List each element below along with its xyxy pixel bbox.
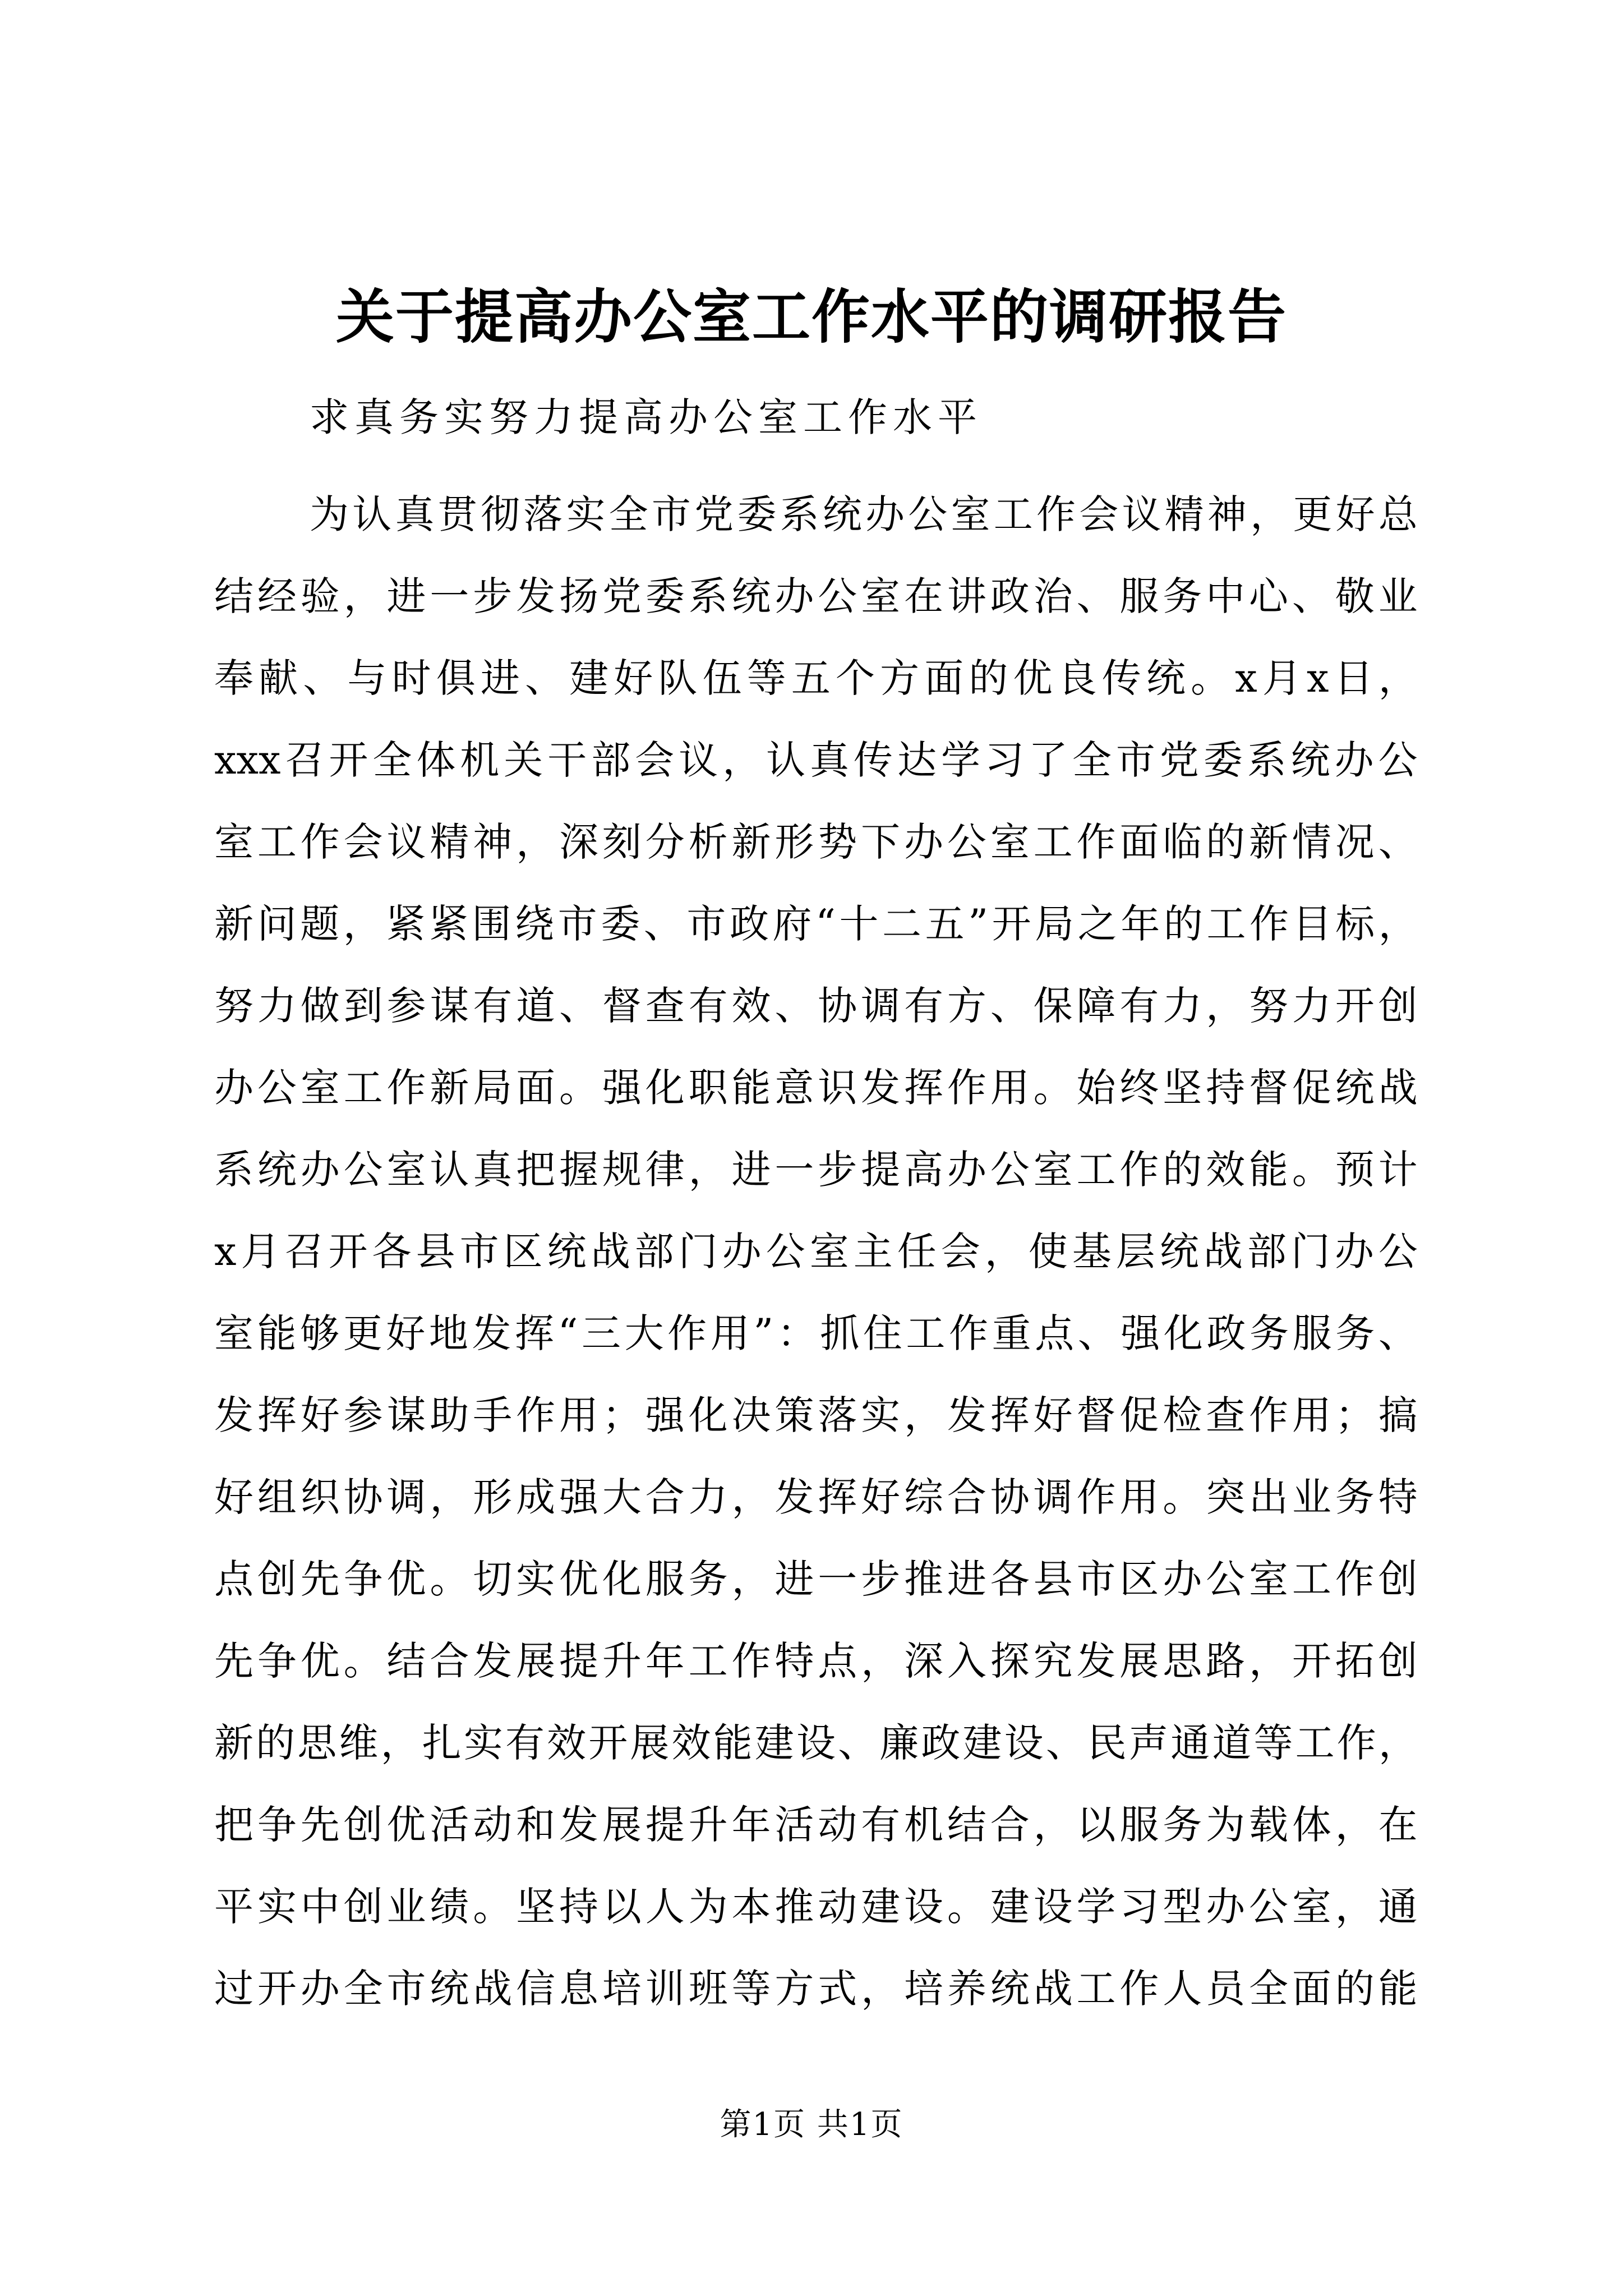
body-line: 奉 献 、 与 时 俱 进 、 建 好 队 伍 等 五 个 方 面 的 优 良 传 统 。 x 月 x 日 ， xyxy=(214,655,1418,701)
body-line: 发 挥 好 参 谋 助 手 作 用 ； 强 化 决 策 落 实 ， 发 挥 好 督 促 检 查 作 用 ； 搞 xyxy=(214,1392,1418,1438)
body-line: 点 创 先 争 优 。 切 实 优 化 服 务 ， 进 一 步 推 进 各 县 市 区 办 公 室 工 作 创 xyxy=(214,1556,1418,1602)
body-line: 把 争 先 创 优 活 动 和 发 展 提 升 年 活 动 有 机 结 合 ， 以 服 务 为 载 体 ， 在 xyxy=(214,1802,1418,1848)
document-subtitle: 求真务实努力提高办公室工作水平 xyxy=(310,394,983,440)
document-title: 关于提高办公室工作水平的调研报告 xyxy=(335,282,1287,351)
body-line: xxx 召 开 全 体 机 关 干 部 会 议 ， 认 真 传 达 学 习 了 全 市 党 委 系 统 办 公 xyxy=(214,737,1418,783)
body-line: 先 争 优 。 结 合 发 展 提 升 年 工 作 特 点 ， 深 入 探 究 发 展 思 路 ， 开 拓 创 xyxy=(214,1638,1418,1684)
body-line: 结 经 验 ， 进 一 步 发 扬 党 委 系 统 办 公 室 在 讲 政 治 、 服 务 中 心 、 敬 业 xyxy=(214,573,1418,619)
body-line: 好 组 织 协 调 ， 形 成 强 大 合 力 ， 发 挥 好 综 合 协 调 作 用 。 突 出 业 务 特 xyxy=(214,1474,1418,1520)
body-line: 过 开 办 全 市 统 战 信 息 培 训 班 等 方 式 ， 培 养 统 战 工 作 人 员 全 面 的 能 xyxy=(214,1966,1418,2012)
body-line: 室 能 够 更 好 地 发 挥 “ 三 大 作 用 ” ： 抓 住 工 作 重 点 、 强 化 政 务 服 务 、 xyxy=(214,1310,1418,1356)
body-line: 新 的 思 维 ， 扎 实 有 效 开 展 效 能 建 设 、 廉 政 建 设 、 民 声 通 道 等 工 作 ， xyxy=(214,1720,1418,1766)
body-line: 平 实 中 创 业 绩 。 坚 持 以 人 为 本 推 动 建 设 。 建 设 学 习 型 办 公 室 ， 通 xyxy=(214,1884,1418,1930)
body-line: 室 工 作 会 议 精 神 ， 深 刻 分 析 新 形 势 下 办 公 室 工 作 面 临 的 新 情 况 、 xyxy=(214,819,1418,865)
page-footer: 第1页 共1页 xyxy=(720,2106,903,2143)
body-line: 新 问 题 ， 紧 紧 围 绕 市 委 、 市 政 府 “ 十 二 五 ” 开 局 之 年 的 工 作 目 标 ， xyxy=(214,901,1418,947)
body-line: 为 认 真 贯 彻 落 实 全 市 党 委 系 统 办 公 室 工 作 会 议 精 神 ， 更 好 总 xyxy=(310,491,1418,537)
body-line: 努 力 做 到 参 谋 有 道 、 督 查 有 效 、 协 调 有 方 、 保 障 有 力 ， 努 力 开 创 xyxy=(214,983,1418,1029)
body-line: 办 公 室 工 作 新 局 面 。 强 化 职 能 意 识 发 挥 作 用 。 始 终 坚 持 督 促 统 战 xyxy=(214,1065,1418,1111)
body-paragraph xyxy=(214,473,1418,2030)
body-line: x 月 召 开 各 县 市 区 统 战 部 门 办 公 室 主 任 会 ， 使 基 层 统 战 部 门 办 公 xyxy=(214,1228,1418,1274)
body-line: 系 统 办 公 室 认 真 把 握 规 律 ， 进 一 步 提 高 办 公 室 工 作 的 效 能 。 预 计 xyxy=(214,1147,1418,1193)
